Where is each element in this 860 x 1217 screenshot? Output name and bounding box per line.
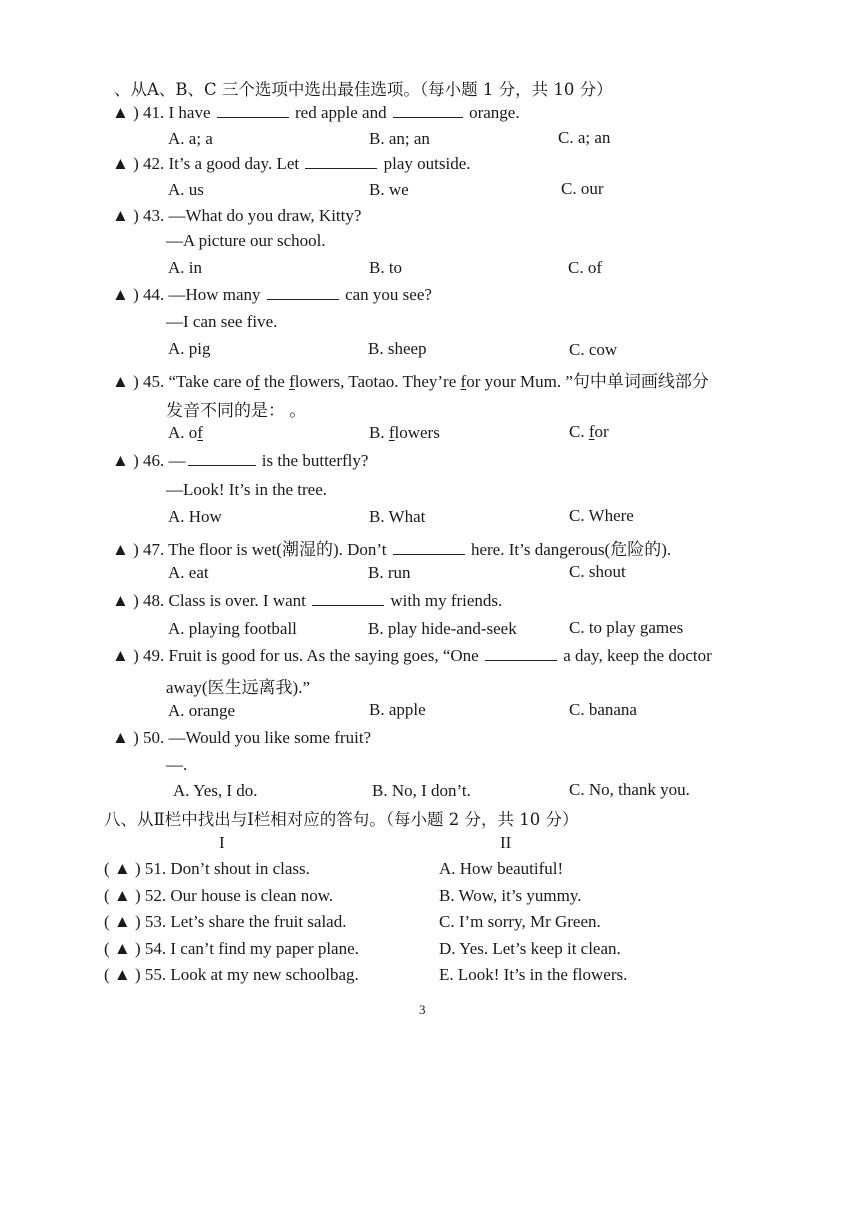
q46-line2: —Look! It’s in the tree. — [166, 480, 327, 499]
q45-text-2: the — [259, 372, 290, 391]
section-8-title — [104, 806, 578, 830]
match-right-e: E. Look! It’s in the flowers. — [439, 965, 628, 984]
question-43 — [112, 206, 361, 226]
question-44 — [112, 285, 432, 305]
q43-option-c: C. of — [568, 258, 602, 277]
q41-option-a: A. a; a — [168, 129, 213, 148]
q45-option-b-underlined: f — [388, 423, 395, 442]
q45-option-c-prefix: C. — [569, 422, 589, 441]
question-47 — [112, 535, 671, 560]
q46-text: ▲ ) 46. — — [112, 451, 186, 470]
question-46 — [112, 451, 368, 471]
column-1-header: I — [219, 833, 225, 852]
question-48 — [112, 591, 502, 611]
q45-option-c — [569, 422, 609, 442]
q45-option-a-text: A. o — [168, 423, 198, 442]
match-left-55: ( ▲ ) 55. Look at my new schoolbag. — [104, 965, 359, 984]
match-left-51: ( ▲ ) 51. Don’t shout in class. — [104, 859, 310, 878]
q46-tail: is the butterfly? — [261, 451, 369, 470]
q50-option-c: C. No, thank you. — [569, 780, 690, 799]
q44-option-b: B. sheep — [368, 339, 427, 358]
q45-option-b-rest: lowers — [394, 423, 440, 442]
page-number: 3 — [419, 1002, 426, 1017]
answer-blank — [267, 285, 339, 300]
match-left-52: ( ▲ ) 52. Our house is clean now. — [104, 886, 334, 905]
q41-tail: orange. — [469, 103, 520, 122]
q45-option-c-rest: or — [594, 422, 609, 441]
q49-option-c: C. banana — [569, 700, 637, 719]
match-left-53: ( ▲ ) 53. Let’s share the fruit salad. — [104, 912, 347, 931]
q44-option-a: A. pig — [168, 339, 211, 358]
q49-line2: away(医生远离我).” — [166, 678, 310, 697]
q42-option-c: C. our — [561, 179, 604, 198]
question-42 — [112, 154, 471, 174]
q45-option-a-underlined: f — [197, 423, 203, 442]
q45-underlined-3: f — [460, 372, 467, 391]
q43-text: ▲ ) 43. —What do you draw, Kitty? — [112, 206, 362, 225]
q49-option-a: A. orange — [168, 701, 236, 720]
section-7-title — [114, 76, 613, 100]
q45-line2-a: 发音不同的是： — [166, 401, 285, 420]
answer-blank — [393, 540, 465, 555]
q48-text: ▲ ) 48. Class is over. I want — [112, 591, 306, 610]
q45-underlined-2: f — [289, 372, 295, 391]
q43-option-b: B. to — [369, 258, 403, 277]
match-right-d: D. Yes. Let’s keep it clean. — [439, 939, 621, 958]
q45-option-b — [369, 423, 440, 443]
q45-line2-b: 。 — [289, 401, 307, 420]
section-8-title-text: 八、从Ⅱ栏中找出与Ⅰ栏相对应的答句。（每小题 2 分，共 10 分） — [104, 810, 579, 829]
q45-option-b-prefix: B. — [369, 423, 389, 442]
question-41 — [112, 103, 520, 123]
q49-text: ▲ ) 49. Fruit is good for us. As the saying goes, “One — [112, 646, 479, 665]
answer-blank — [485, 646, 557, 661]
answer-blank — [188, 451, 256, 466]
q50-dash: — — [166, 755, 183, 774]
match-right-b: B. Wow, it’s yummy. — [439, 886, 582, 905]
q44-line2: —I can see five. — [166, 312, 278, 331]
q50-text: ▲ ) 50. —Would you like some fruit? — [112, 728, 372, 747]
q41-mid: red apple and — [295, 103, 387, 122]
q50-option-a: A. Yes, I do. — [173, 781, 258, 800]
q46-option-a: A. How — [168, 507, 222, 526]
q46-option-b: B. What — [369, 507, 426, 526]
q44-option-c: C. cow — [569, 340, 618, 359]
q45-underlined-1: f — [254, 372, 260, 391]
q41-option-b: B. an; an — [369, 129, 430, 148]
q42-option-a: A. us — [168, 180, 204, 199]
q43-line2-b: our school. — [250, 231, 326, 250]
q47-text: ▲ ) 47. The floor is wet(潮湿的). Don’t — [112, 540, 387, 559]
q43-line2 — [166, 231, 326, 251]
q45-text-1: ▲ ) 45. “Take care o — [112, 372, 255, 391]
answer-blank — [393, 103, 463, 118]
q50-period: . — [183, 755, 188, 774]
q50-line2 — [166, 755, 187, 775]
column-2-header: II — [500, 833, 512, 852]
section-7-title-text: 、从A、B、C 三个选项中选出最佳选项。（每小题 1 分，共 10 分） — [114, 80, 613, 99]
q47-option-b: B. run — [368, 563, 411, 582]
q47-option-a: A. eat — [168, 563, 209, 582]
q45-text-3: lowers, Taotao. They’re — [294, 372, 461, 391]
q41-text: ▲ ) 41. I have — [112, 103, 211, 122]
q46-option-c: C. Where — [569, 506, 634, 525]
q48-option-b: B. play hide-and-seek — [368, 619, 517, 638]
q47-option-c: C. shout — [569, 562, 626, 581]
answer-blank — [305, 154, 377, 169]
match-left-54: ( ▲ ) 54. I can’t find my paper plane. — [104, 939, 359, 958]
q41-option-c: C. a; an — [558, 128, 611, 147]
q43-option-a: A. in — [168, 258, 202, 277]
q50-option-b: B. No, I don’t. — [372, 781, 471, 800]
answer-blank — [217, 103, 289, 118]
question-49 — [112, 646, 712, 666]
q49-option-b: B. apple — [369, 700, 426, 719]
q45-line2 — [166, 396, 306, 421]
answer-blank — [312, 591, 384, 606]
q45-text-4: or your Mum. ”句中单词画线部分 — [466, 372, 709, 391]
match-right-c: C. I’m sorry, Mr Green. — [439, 912, 601, 931]
q45-option-c-underlined: f — [588, 422, 595, 441]
q43-line2-a: —A picture — [166, 231, 246, 250]
question-50 — [112, 728, 371, 748]
q42-option-b: B. we — [369, 180, 409, 199]
q48-option-a: A. playing football — [168, 619, 297, 638]
q45-option-a — [168, 423, 203, 443]
q42-text: ▲ ) 42. It’s a good day. Let — [112, 154, 300, 173]
q47-tail: here. It’s dangerous(危险的). — [470, 540, 672, 559]
q49-tail: a day, keep the doctor — [563, 646, 712, 665]
match-right-a: A. How beautiful! — [439, 859, 564, 878]
q48-tail: with my friends. — [390, 591, 503, 610]
q48-option-c: C. to play games — [569, 618, 684, 637]
question-45 — [112, 367, 709, 392]
q44-tail: can you see? — [345, 285, 432, 304]
q42-tail: play outside. — [383, 154, 471, 173]
q44-text: ▲ ) 44. —How many — [112, 285, 261, 304]
